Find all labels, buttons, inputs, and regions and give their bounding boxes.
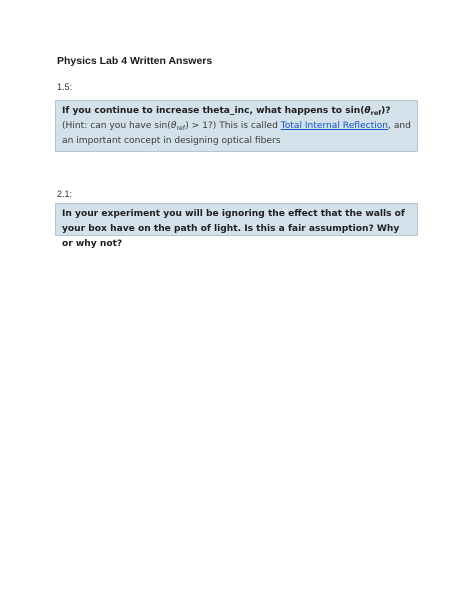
- question-text: In your experiment you will be ignoring the effect that the walls of your box have on the path of light. Is this a fair assumption? Why or why not?: [62, 209, 405, 249]
- question-text: [62, 106, 391, 116]
- question-box-1-5: [55, 100, 418, 152]
- question-text-prefix: If you continue to increase theta_inc, what happens to sin(: [62, 106, 365, 116]
- hint-text-suffix: , and an important concept in designing optical fibers: [62, 121, 411, 146]
- question-box-2-1: [55, 203, 418, 249]
- hint-text: [62, 121, 411, 146]
- question-text-suffix: )?: [381, 106, 391, 116]
- hint-text-prefix: (Hint: can you have sin(: [62, 121, 171, 131]
- question-label-1-5: 1.5:: [57, 82, 73, 92]
- total-internal-reflection-link[interactable]: Total Internal Reflection: [280, 121, 389, 131]
- theta-subscript: ref: [370, 109, 382, 117]
- document-title: Physics Lab 4 Written Answers: [57, 55, 213, 67]
- hint-text-middle: ) > 1?) This is called: [185, 121, 281, 131]
- hint-theta-subscript: ref: [176, 124, 186, 132]
- hint-theta-symbol: θ: [170, 121, 177, 131]
- question-label-2-1: 2.1:: [57, 189, 73, 199]
- theta-symbol: θ: [364, 106, 371, 116]
